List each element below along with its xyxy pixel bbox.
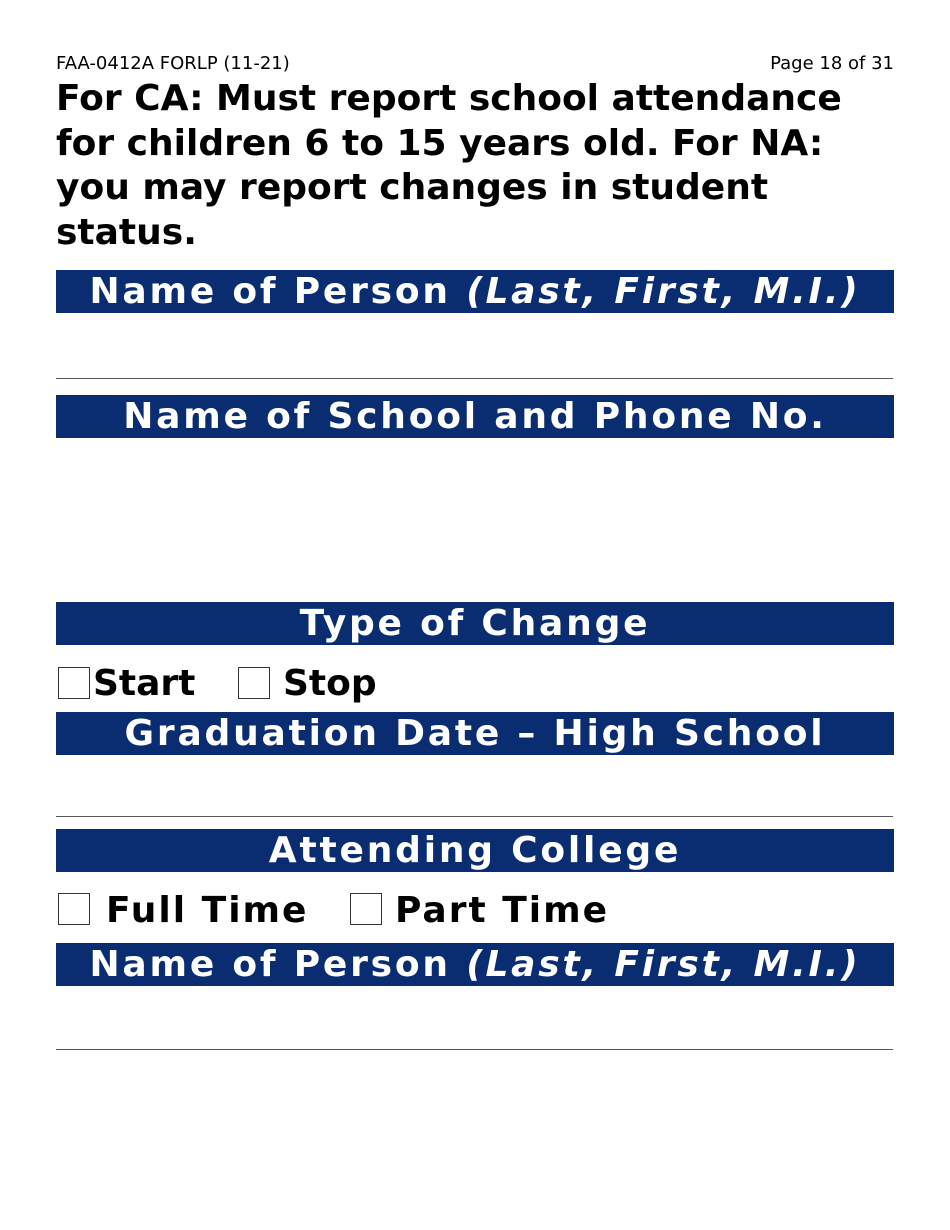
- attending-college-options: [56, 891, 656, 931]
- full-time-checkbox[interactable]: [58, 893, 90, 925]
- form-id: FAA-0412A FORLP (11-21): [56, 53, 290, 74]
- start-checkbox[interactable]: [58, 667, 90, 699]
- start-label: Start: [93, 663, 196, 704]
- name-of-person-banner: [56, 270, 894, 313]
- part-time-label: Part Time: [395, 890, 610, 931]
- banner-title: Name of Person: [89, 271, 467, 312]
- page-number: Page 18 of 31: [770, 53, 894, 74]
- full-time-label: Full Time: [106, 890, 309, 931]
- graduation-date-underline: [56, 816, 893, 817]
- name-of-person-field-2[interactable]: [56, 990, 894, 1047]
- type-of-change-banner: Type of Change: [56, 602, 894, 645]
- banner-hint: (Last, First, M.I.): [466, 271, 861, 312]
- graduation-date-field[interactable]: [56, 760, 894, 814]
- name-of-person-banner-2: [56, 943, 894, 986]
- school-phone-field[interactable]: [56, 442, 894, 598]
- name-of-person-underline-2: [56, 1049, 893, 1050]
- stop-checkbox[interactable]: [238, 667, 270, 699]
- attending-college-banner: Attending College: [56, 829, 894, 872]
- name-of-person-field[interactable]: [56, 318, 894, 376]
- banner-title: Name of Person: [89, 944, 467, 985]
- graduation-date-banner: Graduation Date – High School: [56, 712, 894, 755]
- type-of-change-options: [56, 664, 456, 704]
- part-time-checkbox[interactable]: [350, 893, 382, 925]
- school-phone-banner: Name of School and Phone No.: [56, 395, 894, 438]
- stop-label: Stop: [283, 663, 377, 704]
- name-of-person-underline: [56, 378, 893, 379]
- banner-hint: (Last, First, M.I.): [466, 944, 861, 985]
- instructions-heading: For CA: Must report school attendance for children 6 to 15 years old. For NA: you may report changes in student status.: [56, 78, 842, 253]
